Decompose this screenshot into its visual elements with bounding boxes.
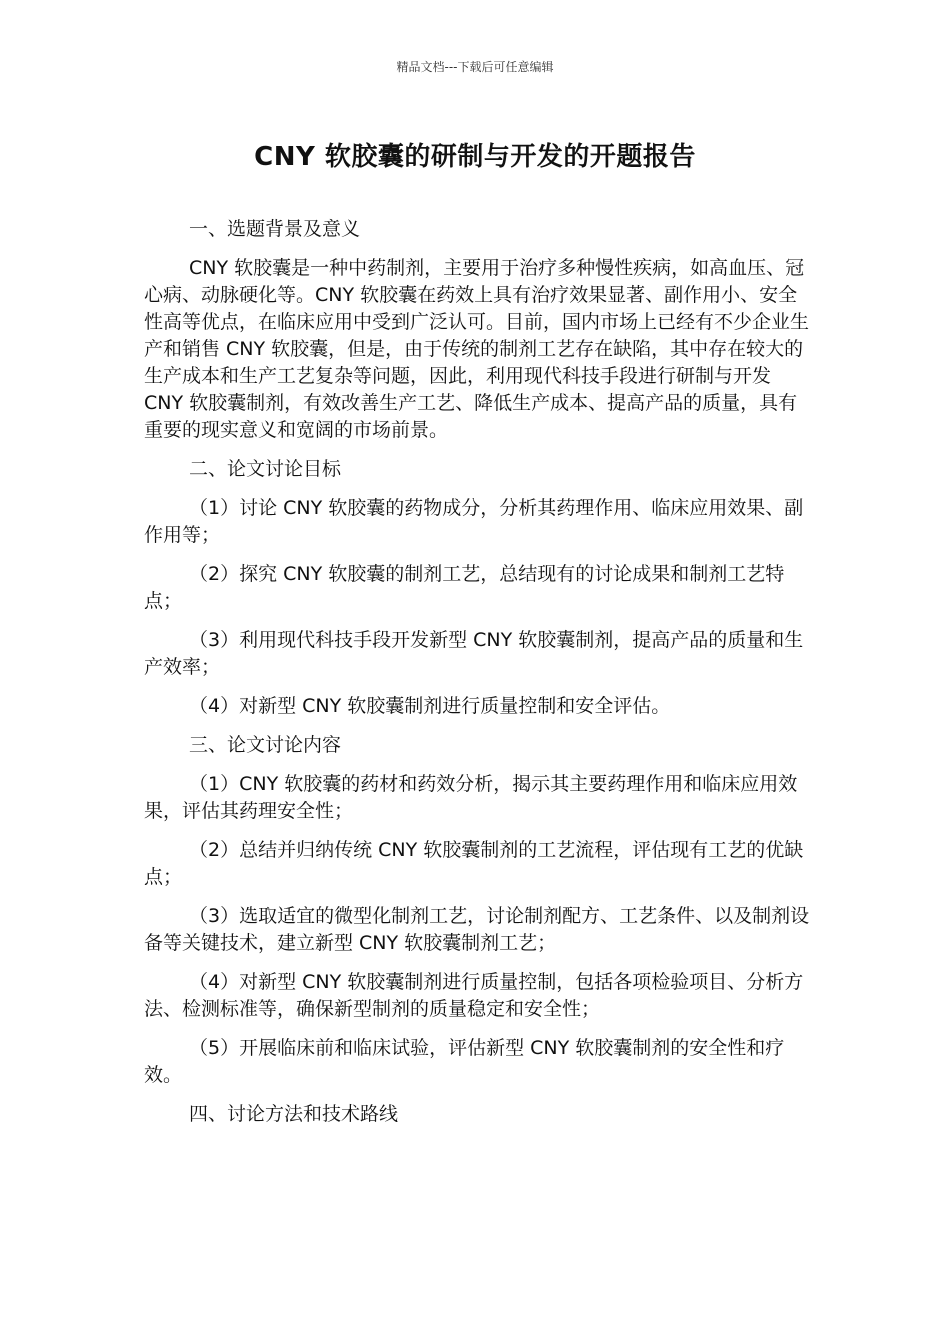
goal-item: （3）利用现代科技手段开发新型 CNY 软胶囊制剂，提高产品的质量和生产效率； (144, 629, 804, 678)
goal-item: （2）探究 CNY 软胶囊的制剂工艺，总结现有的讨论成果和制剂工艺特点； (144, 563, 785, 612)
document-title: CNY 软胶囊的研制与开发的开题报告 (254, 142, 696, 172)
section-heading-content: 三、论文讨论内容 (189, 734, 342, 756)
content-item: （1）CNY 软胶囊的药材和药效分析，揭示其主要药理作用和临床应用效果，评估其药理安全性； (144, 773, 798, 822)
section-heading-background: 一、选题背景及意义 (189, 218, 361, 240)
document-body (144, 216, 812, 1140)
content-item: （2）总结并归纳传统 CNY 软胶囊制剂的工艺流程，评估现有工艺的优缺点； (144, 839, 804, 888)
content-item: （3）选取适宜的微型化制剂工艺，讨论制剂配方、工艺条件、以及制剂设备等关键技术，建立新型 CNY 软胶囊制剂工艺； (144, 905, 810, 954)
content-item: （5）开展临床前和临床试验，评估新型 CNY 软胶囊制剂的安全性和疗效。 (144, 1037, 785, 1086)
background-paragraph: CNY 软胶囊是一种中药制剂，主要用于治疗多种慢性疾病，如高血压、冠心病、动脉硬化等。CNY 软胶囊在药效上具有治疗效果显著、副作用小、安全性高等优点，在临床应用中受到广泛认可。目前，国内市场上已经有不少企业生产和销售 CNY 软胶囊，但是，由于传统的制剂工艺存在缺陷，其中存在较大的生产成本和生产工艺复杂等问题，因此，利用现代科技手段进行研制与开发 CNY 软胶囊制剂，有效改善生产工艺、降低生产成本、提高产品的质量，具有重要的现实意义和宽阔的市场前景。 (144, 257, 810, 441)
goal-item: （4）对新型 CNY 软胶囊制剂进行质量控制和安全评估。 (189, 695, 671, 717)
header-note: 精品文档---下载后可任意编辑 (396, 60, 554, 74)
section-heading-goals: 二、论文讨论目标 (189, 458, 342, 480)
section-heading-methods: 四、讨论方法和技术路线 (189, 1103, 399, 1125)
content-item: （4）对新型 CNY 软胶囊制剂进行质量控制，包括各项检验项目、分析方法、检测标准等，确保新型制剂的质量稳定和安全性； (144, 971, 804, 1020)
goal-item: （1）讨论 CNY 软胶囊的药物成分，分析其药理作用、临床应用效果、副作用等； (144, 497, 804, 546)
